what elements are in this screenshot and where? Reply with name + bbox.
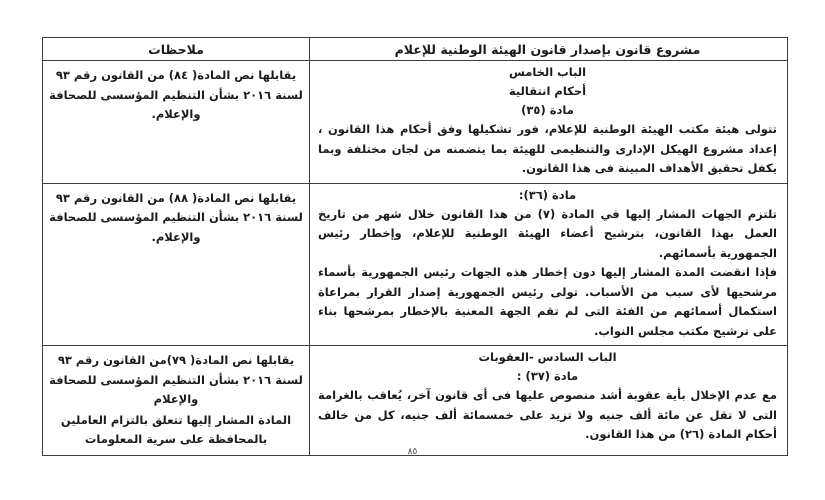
article-cell <box>309 61 787 183</box>
table-row <box>43 60 787 183</box>
note-text: يقابلها نص المادة( ٨٨) من القانون رقم ٩٣ لسنة ٢٠١٦ بشأن التنظيم المؤسسى للصحافة والإعلام. <box>49 190 303 244</box>
chapter-subheading: أحكام انتقالية <box>508 84 587 98</box>
law-comparison-table <box>42 37 788 456</box>
article-text: مع عدم الإخلال بأية عقوبة أشد منصوص عليها فى أى قانون آخر، يُعاقب بالغرامة التى لا تقل عن مائة ألف جنيه ولا تزيد على خمسمائة ألف جنيه، كل من خالف أحكام المادة (٢٦) من هذا القانون. <box>318 388 777 441</box>
article-cell <box>309 184 787 346</box>
table-row <box>43 183 787 346</box>
article-heading: مادة (٣٥) <box>521 103 574 117</box>
main-column-title: مشروع قانون بإصدار قانون الهيئة الوطنية للإعلام <box>394 41 701 57</box>
article-text: فإذا انقضت المدة المشار إليها دون إخطار هذه الجهات رئيس الجمهورية بأسماء مرشحيها لأى سبب من الأسباب. تولى رئيس الجمهورية إصدار القرار بمراعاة استكمال أسمائهم من الفئة التى لم تقم الجهة المعنية بالإخطار بمرشحها بناء على ترشيح مكتب مجلس النواب. <box>318 265 777 338</box>
notes-cell <box>43 61 309 183</box>
article-cell <box>309 346 787 455</box>
note-text: المادة المشار إليها تتعلق بالتزام العاملين بالمحافظة على سرية المعلومات <box>60 412 292 446</box>
article-heading: مادة (٣٦): <box>518 187 577 202</box>
table-header-row <box>43 38 787 60</box>
notes-cell <box>43 346 309 455</box>
notes-column-title: ملاحظات <box>148 41 204 57</box>
notes-column-header <box>43 38 309 60</box>
article-text: تتولى هيئة مكتب الهيئة الوطنية للإعلام، فور تشكيلها وفق أحكام هذا القانون ، إعداد مشروع الهيكل الإدارى والتنظيمى للهيئة بما يتضمنه من لجان مختلفة وبما يكفل تحقيق الأهداف المبينة فى هذا القانون. <box>318 122 777 175</box>
main-column-header <box>309 38 787 60</box>
page-number: ٨٥ <box>407 447 418 457</box>
chapter-heading: الباب الخامس <box>508 65 587 79</box>
note-text: يقابلها نص المادة( ٧٩)من القانون رقم ٩٣ لسنة ٢٠١٦ بشأن التنظيم المؤسسى للصحافة والإعلام <box>49 353 303 406</box>
notes-cell <box>43 184 309 346</box>
chapter-heading: الباب السادس -العقوبات <box>478 350 617 364</box>
article-text: تلتزم الجهات المشار إليها في المادة (٧) من هذا القانون خلال شهر من تاريخ العمل بهذا القانون، بترشيح أعضاء الهيئة الوطنية للإعلام، وإخطار رئيس الجمهورية بأسمائهم. <box>318 206 777 260</box>
article-heading: مادة (٣٧) : <box>516 369 579 383</box>
note-text: يقابلها نص المادة( ٨٤) من القانون رقم ٩٣ لسنة ٢٠١٦ بشأن التنظيم المؤسسى للصحافة والإعلام. <box>49 68 303 121</box>
table-row <box>43 345 787 455</box>
